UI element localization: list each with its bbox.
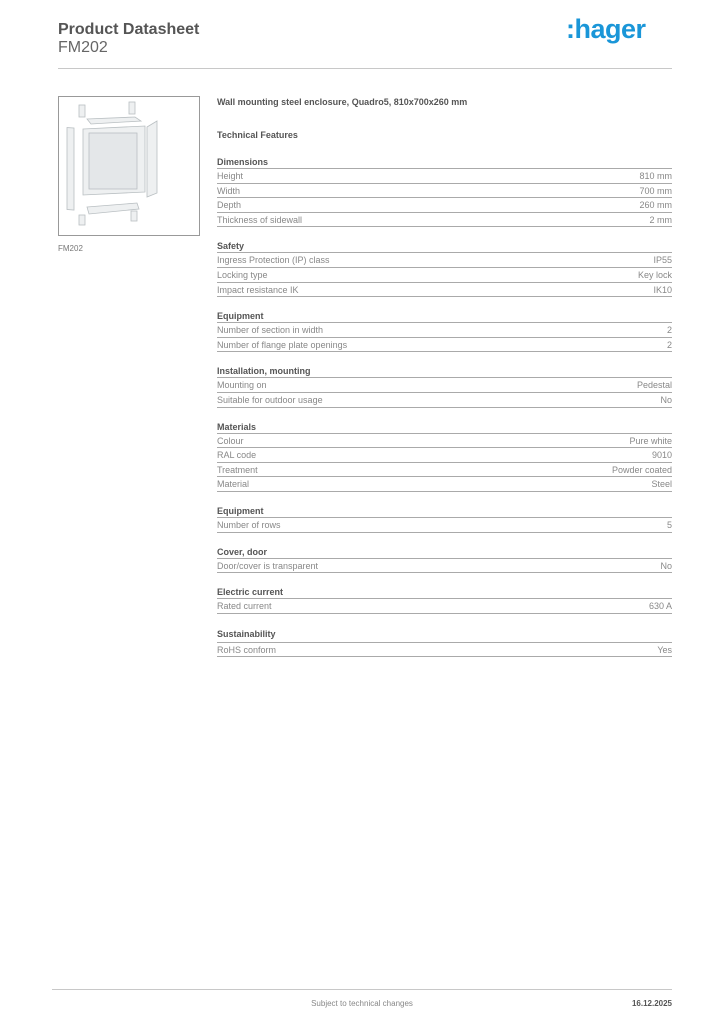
footer-date: 16.12.2025 <box>631 999 672 1008</box>
group-cover-door <box>217 546 672 574</box>
technical-features <box>217 96 672 657</box>
group-safety <box>217 240 672 297</box>
hager-logo: :hager <box>566 14 646 44</box>
table-row <box>217 338 672 353</box>
group-title: Equipment <box>217 505 672 518</box>
row-label: Colour <box>217 435 244 446</box>
row-value: 9010 <box>651 450 672 461</box>
group-dimensions <box>217 156 672 227</box>
row-label: Mounting on <box>217 380 267 391</box>
group-equipment <box>217 310 672 352</box>
row-label: Locking type <box>217 269 268 280</box>
product-image <box>58 96 200 236</box>
group-installation-mounting <box>217 365 672 407</box>
table-row <box>217 518 672 533</box>
table-row <box>217 283 672 298</box>
row-value: Pure white <box>629 435 672 446</box>
row-value: 630 A <box>648 601 672 612</box>
image-caption: FM202 <box>58 244 83 253</box>
table-row <box>217 253 672 268</box>
table-row <box>217 268 672 283</box>
row-label: Rated current <box>217 601 272 612</box>
row-label: Treatment <box>217 464 258 475</box>
row-value: No <box>660 394 672 405</box>
group-title: Installation, mounting <box>217 365 672 378</box>
row-label: Number of section in width <box>217 325 324 336</box>
footer-note: Subject to technical changes <box>311 999 413 1008</box>
row-label: Material <box>217 479 250 490</box>
row-value: Yes <box>657 644 672 655</box>
group-title: Cover, door <box>217 546 672 559</box>
table-row <box>217 323 672 338</box>
row-value: Powder coated <box>611 464 672 475</box>
product-description: Wall mounting steel enclosure, Quadro5, 810x700x260 mm <box>217 97 468 107</box>
table-row <box>217 393 672 408</box>
table-row <box>217 169 672 184</box>
row-value: IP55 <box>653 255 672 266</box>
table-row <box>217 198 672 213</box>
page-title: Product Datasheet <box>58 21 200 38</box>
row-value: Pedestal <box>636 380 672 391</box>
table-row <box>217 378 672 393</box>
table-row <box>217 434 672 449</box>
header-divider <box>58 68 672 69</box>
row-value: 810 mm <box>639 171 672 181</box>
row-label: Impact resistance IK <box>217 284 299 295</box>
row-label: Ingress Protection (IP) class <box>217 255 330 266</box>
row-label: Number of flange plate openings <box>217 339 348 350</box>
table-row <box>217 213 672 228</box>
group-sustainability <box>217 628 672 658</box>
group-materials <box>217 421 672 492</box>
row-value: 260 mm <box>639 200 672 211</box>
footer-divider <box>52 989 672 990</box>
row-value: 2 mm <box>649 214 672 225</box>
table-row <box>217 599 672 614</box>
group-title: Dimensions <box>217 156 672 169</box>
row-label: Depth <box>217 200 242 211</box>
table-row <box>217 184 672 199</box>
enclosure-exploded-view-icon <box>59 97 199 235</box>
row-value: No <box>660 560 672 571</box>
row-value: Steel <box>651 479 672 490</box>
row-label: RoHS conform <box>217 644 277 655</box>
row-label: Height <box>217 171 244 181</box>
group-title: Electric current <box>217 586 672 599</box>
row-label: Door/cover is transparent <box>217 560 319 571</box>
table-row <box>217 643 672 658</box>
product-code: FM202 <box>58 39 108 56</box>
row-label: RAL code <box>217 450 257 461</box>
row-label: Number of rows <box>217 519 281 530</box>
row-value: 2 <box>666 325 672 336</box>
table-row <box>217 463 672 478</box>
technical-features-title: Technical Features <box>217 130 298 140</box>
group-title: Sustainability <box>217 628 672 643</box>
row-value: Key lock <box>637 269 672 280</box>
group-title: Safety <box>217 240 672 253</box>
group-title: Materials <box>217 421 672 434</box>
group-title: Equipment <box>217 310 672 323</box>
group-equipment-2 <box>217 505 672 533</box>
row-value: 5 <box>666 519 672 530</box>
row-label: Suitable for outdoor usage <box>217 394 323 405</box>
row-value: IK10 <box>653 284 672 295</box>
row-value: 700 mm <box>639 185 672 196</box>
row-value: 2 <box>666 339 672 350</box>
table-row <box>217 559 672 574</box>
table-row <box>217 477 672 492</box>
table-row <box>217 448 672 463</box>
row-label: Width <box>217 185 241 196</box>
group-electric-current <box>217 586 672 614</box>
row-label: Thickness of sidewall <box>217 214 303 225</box>
